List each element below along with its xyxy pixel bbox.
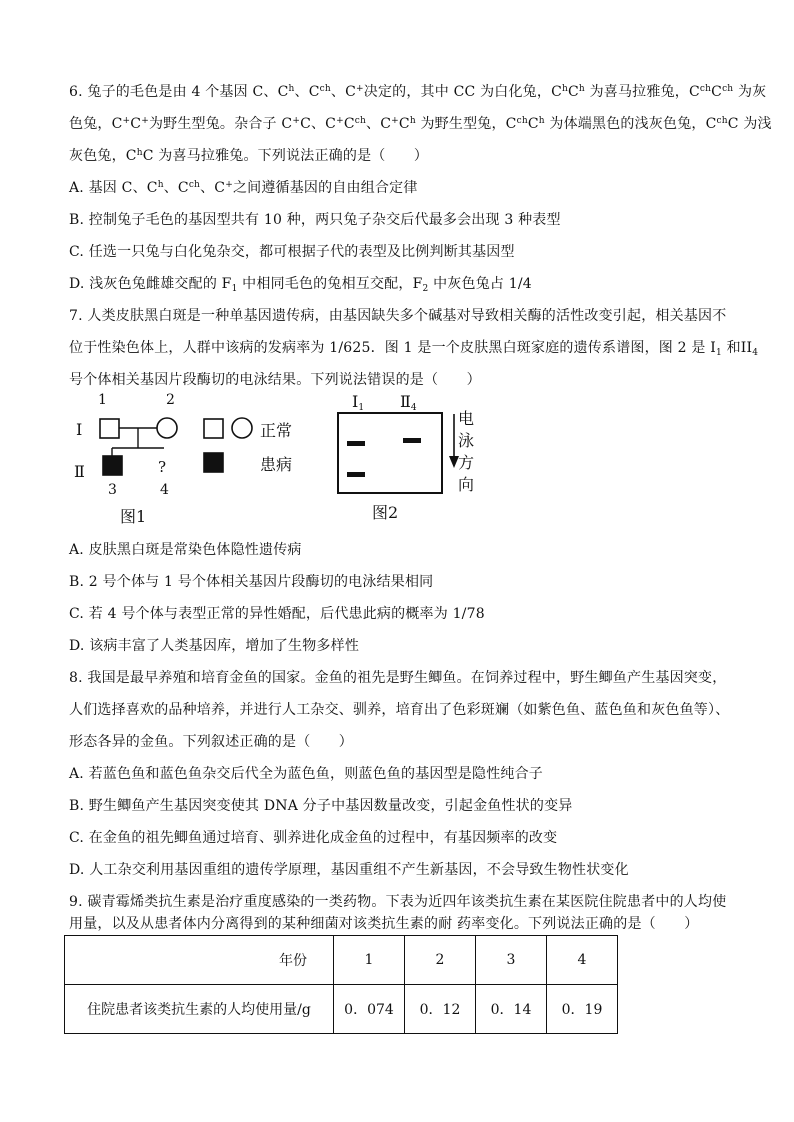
q8-stem-line3: 形态各异的金鱼。下列叙述正确的是（ ） [69, 734, 353, 750]
gel-box [337, 412, 443, 494]
table-row [65, 985, 618, 1034]
male-normal-1-symbol [100, 419, 119, 438]
antibiotic-usage-table [64, 935, 618, 1034]
table-cell: 0．12 [405, 985, 476, 1034]
table-header-cell: 2 [405, 936, 476, 985]
individual-4-unknown: ? [158, 458, 167, 476]
q6-stem-line3: 灰色兔，$C^hC$ 为喜马拉雅兔。下列说法正确的是（ ） [69, 148, 429, 164]
q8-stem-line2: 人们选择喜欢的品种培养，并进行人工杂交、驯养，培育出了色彩斑斓（如紫色鱼、蓝色鱼和灰色鱼等）、 [69, 702, 730, 718]
electrophoresis-figure [334, 392, 494, 532]
legend-sick-label: 患病 [260, 455, 293, 474]
lane-1-label: $I_1$ [352, 392, 365, 413]
q7-option-a: A. 皮肤黑白斑是常染色体隐性遗传病 [69, 542, 302, 558]
table-cell: 0．14 [476, 985, 547, 1034]
figure-1-caption: 图1 [120, 507, 147, 526]
q6-option-a: A. 基因 C、$C^h$、$C^{ch}$、C+之间遵循基因的自由组合定律 [69, 180, 418, 196]
q7-option-d: D. 该病丰富了人类基因库，增加了生物多样性 [69, 638, 360, 654]
individual-3-number: 3 [108, 482, 117, 498]
legend-normal-male-symbol [204, 419, 223, 438]
table-header-cell: 1 [334, 936, 405, 985]
band-lane4-upper [403, 438, 421, 443]
generation-2-label: Ⅱ [74, 462, 85, 481]
q7-stem-line3: 号个体相关基因片段酶切的电泳结果。下列说法错误的是（ ） [69, 372, 481, 388]
q6-option-b: B. 控制兔子毛色的基因型共有 10 种，两只兔子杂交后代最多会出现 3 种表型 [69, 212, 561, 228]
male-affected-3-symbol [103, 456, 122, 475]
q8-option-d: D. 人工杂交利用基因重组的遗传学原理，基因重组不产生新基因，不会导致生物性状变化 [69, 862, 629, 878]
figure-2-caption: 图2 [372, 503, 399, 522]
table-cell: 0．074 [334, 985, 405, 1034]
table-header-cell: 3 [476, 936, 547, 985]
q7-stem-line1: 7. 人类皮肤黑白斑是一种单基因遗传病，由基因缺失多个碱基对导致相关酶的活性改变引起，相关基因不 [69, 308, 727, 324]
legend-normal-female-symbol [232, 418, 252, 438]
q6-stem-line2: 色兔，C+C+为野生型兔。杂合子 C+C、$C^+C^{ch}$、$C^+C^h$ 为野生型兔，$C^{ch}C^h$ 为体端黑色的浅灰色兔，$C^{ch}C$ 为浅 [69, 116, 772, 132]
q9-stem-line1: 9. 碳青霉烯类抗生素是治疗重度感染的一类药物。下表为近四年该类抗生素在某医院住院患者中的人均使 [69, 894, 727, 910]
individual-1-number: 1 [98, 392, 107, 408]
band-lane1-upper [347, 441, 365, 446]
band-lane1-lower [347, 472, 365, 477]
table-cell: 0．19 [547, 985, 618, 1034]
lane-4-label: $Ⅱ_4$ [400, 392, 417, 413]
legend-normal-label: 正常 [260, 421, 293, 440]
q8-option-b: B. 野生鲫鱼产生基因突变使其 DNA 分子中基因数量改变，引起金鱼性状的变异 [69, 798, 573, 814]
q6-option-c: C. 任选一只兔与白化兔杂交，都可根据子代的表型及比例判断其基因型 [69, 244, 515, 260]
female-normal-2-symbol [157, 418, 177, 438]
q9-stem-line2: 用量，以及从患者体内分离得到的某种细菌对该类抗生素的耐 药率变化。下列说法正确的是（ ） [69, 916, 699, 932]
pedigree-figure [70, 392, 310, 532]
table-header-cell: 年份 [65, 936, 334, 985]
table-header-row [65, 936, 618, 985]
individual-4-number: 4 [160, 482, 169, 498]
electrophoresis-direction-label: 电 泳 方 向 [458, 409, 475, 494]
individual-2-number: 2 [166, 392, 175, 408]
legend-affected-symbol [204, 453, 223, 472]
q8-option-a: A. 若蓝色鱼和蓝色鱼杂交后代全为蓝色鱼，则蓝色鱼的基因型是隐性纯合子 [69, 766, 544, 782]
q8-stem-line1: 8. 我国是最早养殖和培育金鱼的国家。金鱼的祖先是野生鲫鱼。在饲养过程中，野生鲫鱼产生基因突变， [69, 670, 727, 686]
q6-option-d: D. 浅灰色兔雌雄交配的 $F_1$ 中相同毛色的兔相互交配，$F_2$ 中灰色兔占 1/4 [69, 276, 532, 294]
table-cell: 住院患者该类抗生素的人均使用量/g [65, 985, 334, 1034]
table-header-cell: 4 [547, 936, 618, 985]
q7-option-c: C. 若 4 号个体与表型正常的异性婚配，后代患此病的概率为 1/78 [69, 606, 485, 622]
q8-option-c: C. 在金鱼的祖先鲫鱼通过培育、驯养进化成金鱼的过程中，有基因频率的改变 [69, 830, 558, 846]
q7-option-b: B. 2 号个体与 1 号个体相关基因片段酶切的电泳结果相同 [69, 574, 434, 590]
generation-1-label: Ⅰ [76, 420, 83, 439]
q6-stem-line1: 6. 兔子的毛色是由 4 个基因 C、$C^h$、$C^{ch}$、C+决定的，其中 CC 为白化兔，$C^hC^h$ 为喜马拉雅兔，$C^{ch}C^{ch}$ 为灰 [69, 84, 767, 100]
q7-stem-line2: 位于性染色体上，人群中该病的发病率为 1/625．图 1 是一个皮肤黑白斑家庭的遗传系谱图，图 2 是 $I_1$ 和$II_4$ [69, 340, 759, 358]
